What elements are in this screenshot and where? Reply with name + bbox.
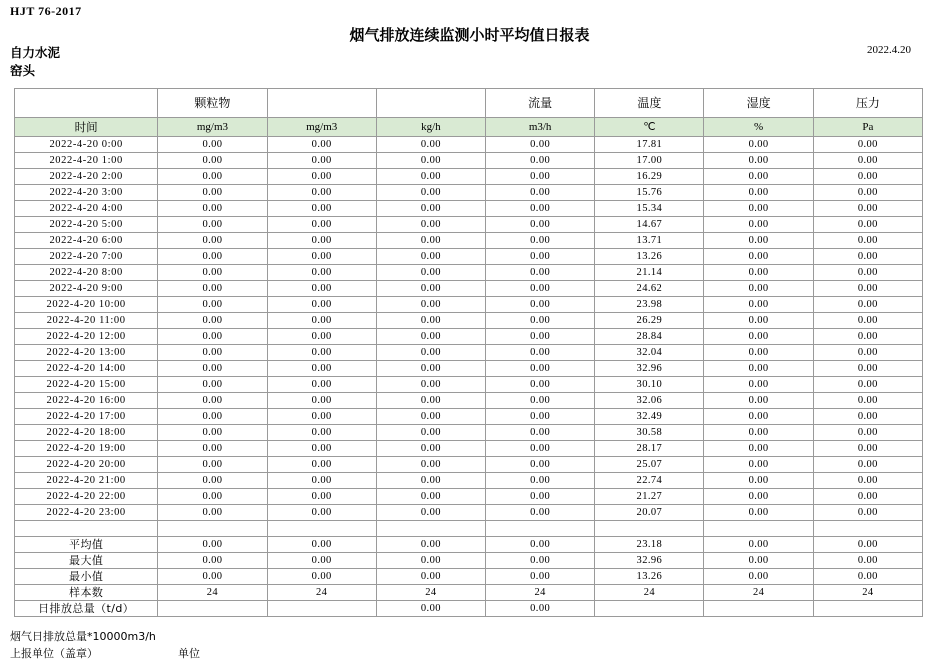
cell-value: 0.00	[704, 537, 813, 553]
cell-value: 0.00	[813, 489, 922, 505]
summary-label: 最小值	[15, 569, 158, 585]
cell-value: 0.00	[486, 185, 595, 201]
cell-value: 14.67	[595, 217, 704, 233]
cell-value: 0.00	[813, 505, 922, 521]
cell-time: 2022-4-20 22:00	[15, 489, 158, 505]
cell-value: 0.00	[486, 601, 595, 617]
footer-note-stamp: 上报单位（盖章）	[10, 647, 98, 660]
table-row	[15, 505, 923, 521]
cell-value: 0.00	[158, 169, 267, 185]
cell-value: 0.00	[267, 345, 376, 361]
cell-value: 0.00	[486, 201, 595, 217]
cell-value: 0.00	[486, 153, 595, 169]
cell-value: 0.00	[704, 345, 813, 361]
cell-value: 24	[486, 585, 595, 601]
cell-value: 0.00	[267, 153, 376, 169]
cell-value: 15.34	[595, 201, 704, 217]
spacer-cell	[158, 521, 267, 537]
cell-value: 0.00	[158, 265, 267, 281]
cell-value: 0.00	[486, 569, 595, 585]
table-row	[15, 377, 923, 393]
cell-value: 0.00	[704, 377, 813, 393]
cell-value: 28.84	[595, 329, 704, 345]
cell-value	[267, 601, 376, 617]
cell-value: 0.00	[158, 441, 267, 457]
cell-time: 2022-4-20 3:00	[15, 185, 158, 201]
cell-value: 32.04	[595, 345, 704, 361]
cell-value: 0.00	[486, 249, 595, 265]
cell-time: 2022-4-20 12:00	[15, 329, 158, 345]
header-cell-particulate: 颗粒物	[158, 89, 267, 118]
table-row	[15, 313, 923, 329]
cell-value: 0.00	[486, 489, 595, 505]
summary-row-average	[15, 537, 923, 553]
cell-value: 0.00	[158, 281, 267, 297]
cell-value: 0.00	[158, 457, 267, 473]
cell-value: 0.00	[486, 329, 595, 345]
cell-value: 0.00	[376, 297, 485, 313]
table-row	[15, 185, 923, 201]
cell-time: 2022-4-20 21:00	[15, 473, 158, 489]
table-row	[15, 169, 923, 185]
cell-value: 32.49	[595, 409, 704, 425]
cell-value: 0.00	[267, 473, 376, 489]
cell-value: 0.00	[376, 393, 485, 409]
cell-value: 0.00	[267, 569, 376, 585]
table-row	[15, 345, 923, 361]
cell-time: 2022-4-20 13:00	[15, 345, 158, 361]
cell-value: 0.00	[158, 201, 267, 217]
cell-value: 16.29	[595, 169, 704, 185]
cell-value: 0.00	[704, 553, 813, 569]
cell-value: 0.00	[376, 553, 485, 569]
cell-value: 0.00	[376, 361, 485, 377]
unit-cell-6: %	[704, 118, 813, 137]
cell-value	[813, 601, 922, 617]
cell-value: 0.00	[813, 329, 922, 345]
table-row	[15, 489, 923, 505]
cell-value: 0.00	[376, 217, 485, 233]
cell-value: 0.00	[376, 489, 485, 505]
cell-value: 23.18	[595, 537, 704, 553]
cell-time: 2022-4-20 8:00	[15, 265, 158, 281]
cell-value: 0.00	[158, 537, 267, 553]
cell-value: 0.00	[376, 137, 485, 153]
cell-value: 0.00	[267, 425, 376, 441]
cell-value: 0.00	[267, 457, 376, 473]
cell-value: 0.00	[158, 553, 267, 569]
cell-value: 0.00	[158, 505, 267, 521]
cell-value: 0.00	[267, 505, 376, 521]
cell-value: 0.00	[704, 473, 813, 489]
cell-value: 0.00	[376, 153, 485, 169]
cell-value: 0.00	[158, 409, 267, 425]
spacer-cell	[376, 521, 485, 537]
unit-cell-7: Pa	[813, 118, 922, 137]
cell-value: 0.00	[704, 153, 813, 169]
cell-value: 0.00	[267, 393, 376, 409]
cell-time: 2022-4-20 18:00	[15, 425, 158, 441]
cell-value: 0.00	[486, 233, 595, 249]
spacer-cell	[704, 521, 813, 537]
cell-value: 0.00	[486, 137, 595, 153]
header-cell-pressure: 压力	[813, 89, 922, 118]
cell-value: 0.00	[158, 361, 267, 377]
cell-value: 0.00	[267, 281, 376, 297]
cell-value: 0.00	[376, 537, 485, 553]
cell-value: 17.81	[595, 137, 704, 153]
cell-value: 0.00	[158, 185, 267, 201]
header-cell-humidity: 湿度	[704, 89, 813, 118]
cell-time: 2022-4-20 4:00	[15, 201, 158, 217]
emission-data-table	[14, 88, 923, 617]
cell-value: 0.00	[267, 361, 376, 377]
standard-code: HJT 76-2017	[10, 4, 82, 18]
cell-value: 0.00	[813, 425, 922, 441]
cell-value: 0.00	[813, 249, 922, 265]
cell-value: 0.00	[813, 281, 922, 297]
cell-value: 0.00	[267, 313, 376, 329]
cell-value: 0.00	[267, 217, 376, 233]
page-title: 烟气排放连续监测小时平均值日报表	[349, 26, 590, 44]
cell-value: 0.00	[376, 377, 485, 393]
table-row	[15, 233, 923, 249]
table-row	[15, 217, 923, 233]
cell-value: 0.00	[704, 409, 813, 425]
cell-value: 25.07	[595, 457, 704, 473]
cell-value: 0.00	[376, 313, 485, 329]
cell-value: 0.00	[704, 281, 813, 297]
report-date: 2022.4.20	[867, 44, 911, 56]
cell-value: 24	[595, 585, 704, 601]
cell-value: 0.00	[267, 233, 376, 249]
cell-value: 0.00	[267, 377, 376, 393]
cell-value: 0.00	[267, 409, 376, 425]
table-row	[15, 201, 923, 217]
cell-time: 2022-4-20 1:00	[15, 153, 158, 169]
summary-row-sample-count	[15, 585, 923, 601]
cell-time: 2022-4-20 7:00	[15, 249, 158, 265]
company-name: 自力水泥	[10, 45, 61, 60]
cell-time: 2022-4-20 14:00	[15, 361, 158, 377]
cell-value: 0.00	[813, 377, 922, 393]
cell-time: 2022-4-20 6:00	[15, 233, 158, 249]
cell-value: 0.00	[486, 457, 595, 473]
cell-time: 2022-4-20 20:00	[15, 457, 158, 473]
cell-time: 2022-4-20 0:00	[15, 137, 158, 153]
cell-time: 2022-4-20 23:00	[15, 505, 158, 521]
cell-value: 0.00	[486, 169, 595, 185]
cell-value: 17.00	[595, 153, 704, 169]
cell-value: 0.00	[376, 425, 485, 441]
header-cell-time	[15, 89, 158, 118]
unit-cell-3: kg/h	[376, 118, 485, 137]
table-row	[15, 265, 923, 281]
cell-value: 24	[813, 585, 922, 601]
cell-value: 0.00	[704, 233, 813, 249]
cell-value: 24	[267, 585, 376, 601]
cell-value: 0.00	[376, 185, 485, 201]
cell-value: 0.00	[376, 441, 485, 457]
cell-value: 0.00	[813, 137, 922, 153]
cell-value: 0.00	[704, 201, 813, 217]
table-row	[15, 425, 923, 441]
spacer-cell	[15, 521, 158, 537]
cell-value: 21.27	[595, 489, 704, 505]
cell-value: 0.00	[704, 313, 813, 329]
cell-value: 0.00	[376, 505, 485, 521]
cell-value: 0.00	[486, 473, 595, 489]
spacer-cell	[813, 521, 922, 537]
summary-label: 最大值	[15, 553, 158, 569]
cell-value: 0.00	[704, 217, 813, 233]
footer-unit-label: 单位	[178, 647, 200, 660]
cell-value: 0.00	[813, 569, 922, 585]
cell-value: 0.00	[267, 185, 376, 201]
cell-value: 0.00	[267, 489, 376, 505]
cell-value: 28.17	[595, 441, 704, 457]
cell-value: 0.00	[158, 345, 267, 361]
cell-value: 0.00	[704, 169, 813, 185]
cell-time: 2022-4-20 19:00	[15, 441, 158, 457]
cell-value: 0.00	[486, 409, 595, 425]
table-row	[15, 457, 923, 473]
summary-label: 样本数	[15, 585, 158, 601]
summary-row-minimum	[15, 569, 923, 585]
summary-row-daily-total	[15, 601, 923, 617]
cell-value: 0.00	[813, 441, 922, 457]
cell-value: 0.00	[813, 473, 922, 489]
cell-time: 2022-4-20 9:00	[15, 281, 158, 297]
cell-value: 32.06	[595, 393, 704, 409]
cell-value: 0.00	[813, 153, 922, 169]
summary-row-maximum	[15, 553, 923, 569]
cell-value	[595, 601, 704, 617]
cell-value: 0.00	[158, 153, 267, 169]
cell-time: 2022-4-20 5:00	[15, 217, 158, 233]
cell-value: 0.00	[704, 361, 813, 377]
cell-value: 0.00	[704, 425, 813, 441]
cell-value: 0.00	[813, 345, 922, 361]
cell-value: 0.00	[158, 393, 267, 409]
cell-value: 0.00	[376, 265, 485, 281]
unit-cell-time: 时间	[15, 118, 158, 137]
cell-value: 0.00	[267, 329, 376, 345]
cell-value: 0.00	[813, 297, 922, 313]
cell-value: 0.00	[704, 441, 813, 457]
cell-value: 0.00	[704, 297, 813, 313]
table-row	[15, 297, 923, 313]
table-row	[15, 329, 923, 345]
table-row	[15, 281, 923, 297]
cell-value: 30.58	[595, 425, 704, 441]
cell-value: 0.00	[267, 249, 376, 265]
cell-time: 2022-4-20 16:00	[15, 393, 158, 409]
cell-value: 0.00	[376, 249, 485, 265]
device-name: 窑头	[10, 63, 36, 78]
cell-value: 21.14	[595, 265, 704, 281]
cell-value: 24.62	[595, 281, 704, 297]
cell-value: 0.00	[813, 361, 922, 377]
unit-cell-1: mg/m3	[158, 118, 267, 137]
cell-value: 0.00	[813, 233, 922, 249]
cell-value: 0.00	[376, 409, 485, 425]
cell-value: 0.00	[267, 137, 376, 153]
cell-value: 0.00	[704, 393, 813, 409]
cell-value	[704, 601, 813, 617]
cell-value: 0.00	[813, 457, 922, 473]
cell-value: 0.00	[704, 329, 813, 345]
table-row	[15, 409, 923, 425]
header-cell-2	[267, 89, 376, 118]
cell-time: 2022-4-20 11:00	[15, 313, 158, 329]
cell-value: 0.00	[376, 473, 485, 489]
header-cell-flow: 流量	[486, 89, 595, 118]
cell-value: 0.00	[267, 169, 376, 185]
cell-value: 15.76	[595, 185, 704, 201]
cell-value: 0.00	[486, 377, 595, 393]
cell-value: 0.00	[813, 553, 922, 569]
table-row	[15, 153, 923, 169]
cell-value: 0.00	[267, 537, 376, 553]
cell-value: 0.00	[813, 185, 922, 201]
table-row	[15, 361, 923, 377]
cell-value: 0.00	[158, 297, 267, 313]
cell-value: 0.00	[486, 345, 595, 361]
cell-time: 2022-4-20 2:00	[15, 169, 158, 185]
cell-value: 0.00	[376, 345, 485, 361]
cell-value: 0.00	[158, 233, 267, 249]
unit-cell-4: m3/h	[486, 118, 595, 137]
cell-value: 0.00	[704, 137, 813, 153]
cell-value: 0.00	[486, 537, 595, 553]
cell-value: 0.00	[267, 201, 376, 217]
cell-value: 0.00	[376, 233, 485, 249]
spacer-cell	[486, 521, 595, 537]
cell-value: 0.00	[158, 313, 267, 329]
cell-value: 0.00	[376, 281, 485, 297]
cell-value: 0.00	[267, 265, 376, 281]
cell-value: 0.00	[158, 489, 267, 505]
cell-value: 0.00	[486, 297, 595, 313]
cell-value: 0.00	[158, 217, 267, 233]
unit-cell-5: ℃	[595, 118, 704, 137]
cell-value: 26.29	[595, 313, 704, 329]
cell-value: 0.00	[704, 569, 813, 585]
cell-value: 0.00	[704, 265, 813, 281]
cell-time: 2022-4-20 15:00	[15, 377, 158, 393]
cell-value: 0.00	[813, 393, 922, 409]
table-header-row	[15, 89, 923, 118]
cell-value: 0.00	[813, 265, 922, 281]
table-row	[15, 441, 923, 457]
cell-value: 13.26	[595, 569, 704, 585]
cell-value: 0.00	[704, 505, 813, 521]
table-row	[15, 249, 923, 265]
spacer-cell	[267, 521, 376, 537]
cell-value: 0.00	[158, 473, 267, 489]
cell-value: 0.00	[267, 553, 376, 569]
cell-value: 0.00	[486, 553, 595, 569]
cell-value: 0.00	[158, 329, 267, 345]
cell-value: 13.26	[595, 249, 704, 265]
cell-value: 0.00	[158, 377, 267, 393]
cell-value: 0.00	[376, 601, 485, 617]
cell-value: 0.00	[486, 281, 595, 297]
cell-value: 0.00	[813, 169, 922, 185]
cell-value: 0.00	[158, 569, 267, 585]
cell-value: 13.71	[595, 233, 704, 249]
cell-value: 24	[158, 585, 267, 601]
cell-value: 0.00	[813, 409, 922, 425]
cell-value: 0.00	[486, 425, 595, 441]
cell-value: 0.00	[813, 537, 922, 553]
unit-cell-2: mg/m3	[267, 118, 376, 137]
cell-value: 0.00	[376, 569, 485, 585]
cell-value: 0.00	[704, 457, 813, 473]
cell-value: 32.96	[595, 361, 704, 377]
cell-value: 0.00	[813, 201, 922, 217]
cell-value: 0.00	[267, 441, 376, 457]
cell-value: 0.00	[704, 489, 813, 505]
spacer-cell	[595, 521, 704, 537]
cell-value: 20.07	[595, 505, 704, 521]
cell-value: 24	[704, 585, 813, 601]
header-cell-temperature: 温度	[595, 89, 704, 118]
cell-value	[158, 601, 267, 617]
cell-time: 2022-4-20 17:00	[15, 409, 158, 425]
cell-value: 0.00	[267, 297, 376, 313]
footer-note-total: 烟气日排放总量*10000m3/h	[10, 630, 156, 643]
cell-value: 0.00	[704, 185, 813, 201]
cell-value: 0.00	[486, 441, 595, 457]
cell-value: 23.98	[595, 297, 704, 313]
cell-value: 22.74	[595, 473, 704, 489]
summary-label: 平均值	[15, 537, 158, 553]
cell-value: 0.00	[704, 249, 813, 265]
cell-value: 0.00	[486, 361, 595, 377]
cell-value: 0.00	[158, 249, 267, 265]
cell-value: 32.96	[595, 553, 704, 569]
cell-value: 0.00	[486, 313, 595, 329]
cell-value: 0.00	[158, 137, 267, 153]
cell-value: 24	[376, 585, 485, 601]
spacer-row	[15, 521, 923, 537]
table-unit-row	[15, 118, 923, 137]
table-row	[15, 473, 923, 489]
cell-value: 30.10	[595, 377, 704, 393]
cell-value: 0.00	[486, 505, 595, 521]
daily-total-label: 日排放总量（t/d）	[15, 601, 158, 617]
cell-value: 0.00	[376, 169, 485, 185]
cell-value: 0.00	[813, 217, 922, 233]
cell-value: 0.00	[376, 201, 485, 217]
cell-value: 0.00	[376, 457, 485, 473]
cell-value: 0.00	[486, 217, 595, 233]
cell-value: 0.00	[813, 313, 922, 329]
cell-value: 0.00	[486, 393, 595, 409]
table-row	[15, 393, 923, 409]
cell-value: 0.00	[486, 265, 595, 281]
cell-time: 2022-4-20 10:00	[15, 297, 158, 313]
cell-value: 0.00	[376, 329, 485, 345]
table-row	[15, 137, 923, 153]
header-cell-3	[376, 89, 485, 118]
cell-value: 0.00	[158, 425, 267, 441]
